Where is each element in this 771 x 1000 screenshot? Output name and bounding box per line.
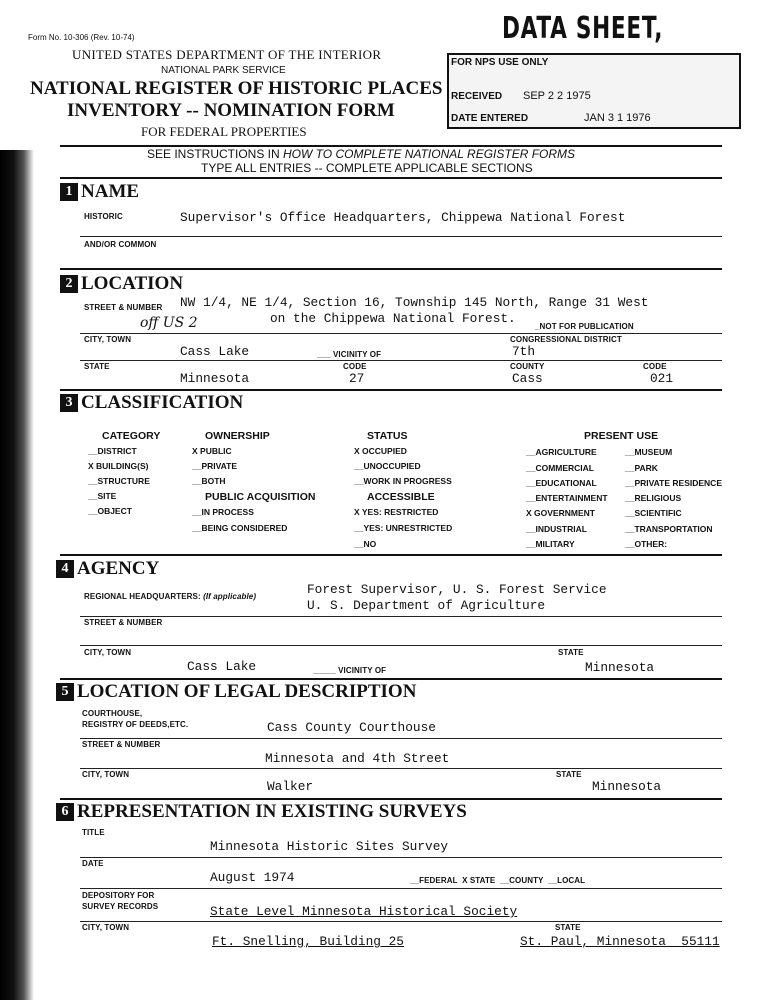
present-use-option[interactable]: __RELIGIOUS bbox=[625, 493, 682, 503]
field-line bbox=[80, 921, 722, 922]
form-title-2: INVENTORY -- NOMINATION FORM bbox=[67, 100, 395, 121]
field-line bbox=[80, 360, 722, 361]
survey-title-field[interactable]: Minnesota Historic Sites Survey bbox=[210, 839, 449, 854]
street-line1[interactable]: NW 1/4, NE 1/4, Section 16, Township 145 North, Range 31 West bbox=[180, 295, 649, 310]
city-field[interactable]: Cass Lake bbox=[187, 659, 257, 674]
county-label: COUNTY bbox=[510, 362, 545, 371]
ownership-option[interactable]: __PRIVATE bbox=[192, 461, 238, 471]
field-line bbox=[80, 645, 722, 646]
historic-label: HISTORIC bbox=[84, 212, 123, 221]
present-use-option[interactable]: __COMMERCIAL bbox=[526, 463, 595, 473]
present-use-option[interactable]: __INDUSTRIAL bbox=[526, 524, 587, 534]
accessible-heading: ACCESSIBLE bbox=[367, 491, 435, 503]
section-classification-heading bbox=[60, 392, 243, 414]
ownership-option[interactable]: __BOTH bbox=[192, 476, 226, 486]
data-sheet-stamp: DATA SHEET, bbox=[502, 11, 664, 46]
section-surveys-heading bbox=[56, 801, 467, 823]
depository-field[interactable]: State Level Minnesota Historical Society bbox=[210, 904, 518, 919]
section-title: CLASSIFICATION bbox=[81, 392, 244, 413]
department: UNITED STATES DEPARTMENT OF THE INTERIOR bbox=[72, 47, 382, 62]
divider bbox=[60, 389, 722, 391]
depository-label: DEPOSITORY FOR bbox=[82, 891, 155, 900]
instructions-line1 bbox=[147, 148, 575, 161]
instructions-line2: TYPE ALL ENTRIES -- COMPLETE APPLICABLE SECTIONS bbox=[201, 161, 533, 175]
accessible-option[interactable]: __YES: UNRESTRICTED bbox=[354, 523, 453, 533]
vicinity-label: VICINITY OF bbox=[332, 350, 382, 359]
divider bbox=[60, 678, 722, 680]
section-number: 4 bbox=[56, 560, 74, 578]
entered-date: JAN 3 1 1976 bbox=[584, 112, 651, 124]
hq-line2[interactable]: U. S. Department of Agriculture bbox=[307, 598, 546, 613]
status-option[interactable]: X OCCUPIED bbox=[354, 446, 407, 456]
section-number: 2 bbox=[60, 275, 78, 293]
street-label: STREET & NUMBER bbox=[84, 618, 163, 627]
nps-use-box bbox=[447, 53, 741, 129]
section-legal-heading bbox=[56, 681, 416, 703]
survey-records-label: SURVEY RECORDS bbox=[82, 902, 159, 911]
present-use-option[interactable]: __PRIVATE RESIDENCE bbox=[625, 478, 722, 488]
present-use-option[interactable]: __AGRICULTURE bbox=[526, 447, 597, 457]
section-agency-heading bbox=[56, 558, 159, 580]
received-date: SEP 2 2 1975 bbox=[523, 90, 591, 102]
state-field[interactable]: Minnesota bbox=[585, 660, 655, 675]
nps-box-heading: FOR NPS USE ONLY bbox=[451, 57, 549, 68]
survey-title-label: TITLE bbox=[82, 828, 105, 837]
congressional-field[interactable]: 7th bbox=[512, 344, 536, 359]
street-label: STREET & NUMBER bbox=[82, 740, 161, 749]
street-field[interactable]: Minnesota and 4th Street bbox=[265, 751, 450, 766]
present-use-option[interactable]: __ENTERTAINMENT bbox=[526, 493, 608, 503]
ownership-option[interactable]: X PUBLIC bbox=[192, 446, 232, 456]
section-number: 3 bbox=[60, 394, 78, 412]
divider bbox=[60, 268, 722, 270]
city-label: CITY, TOWN bbox=[84, 648, 132, 657]
section-location-heading bbox=[60, 273, 183, 295]
present-use-option[interactable]: __TRANSPORTATION bbox=[625, 524, 713, 534]
field-line bbox=[80, 738, 722, 739]
entered-label: DATE ENTERED bbox=[451, 113, 529, 124]
street-label: STREET & NUMBER bbox=[84, 303, 163, 312]
courthouse-label: COURTHOUSE, bbox=[82, 709, 143, 718]
present-use-option[interactable]: __SCIENTIFIC bbox=[625, 508, 682, 518]
date-label: DATE bbox=[82, 859, 104, 868]
form-subtitle: FOR FEDERAL PROPERTIES bbox=[141, 124, 307, 139]
county-field[interactable]: Cass bbox=[512, 371, 543, 386]
accessible-option[interactable]: __NO bbox=[354, 539, 377, 549]
county-code-field[interactable]: 021 bbox=[650, 371, 674, 386]
status-option[interactable]: __WORK IN PROGRESS bbox=[354, 476, 452, 486]
acquisition-option[interactable]: __BEING CONSIDERED bbox=[192, 523, 288, 533]
divider bbox=[60, 554, 722, 556]
state-label: STATE bbox=[558, 648, 584, 657]
state-field[interactable]: St. Paul, Minnesota 55111 bbox=[520, 934, 720, 949]
category-option[interactable]: __SITE bbox=[88, 491, 117, 501]
form-title-1: NATIONAL REGISTER OF HISTORIC PLACES bbox=[30, 78, 443, 99]
section-number: 6 bbox=[56, 803, 74, 821]
ownership-heading: OWNERSHIP bbox=[205, 430, 270, 442]
section-number: 5 bbox=[56, 683, 74, 701]
vicinity: _____ VICINITY OF bbox=[313, 666, 387, 675]
present-use-option[interactable]: __EDUCATIONAL bbox=[526, 478, 597, 488]
state-field[interactable]: Minnesota bbox=[592, 779, 662, 794]
city-label: CITY, TOWN bbox=[82, 770, 130, 779]
present-use-option[interactable]: __PARK bbox=[625, 463, 658, 473]
acquisition-heading: PUBLIC ACQUISITION bbox=[205, 491, 316, 503]
field-line bbox=[80, 616, 722, 617]
city-field[interactable]: Walker bbox=[267, 779, 314, 794]
status-heading: STATUS bbox=[367, 430, 408, 442]
category-option[interactable]: __STRUCTURE bbox=[88, 476, 150, 486]
state-label: STATE bbox=[556, 770, 582, 779]
hq-line1[interactable]: Forest Supervisor, U. S. Forest Service bbox=[307, 582, 607, 597]
courthouse-field[interactable]: Cass County Courthouse bbox=[267, 720, 436, 735]
state-field[interactable]: Minnesota bbox=[180, 371, 250, 386]
binding-edge bbox=[0, 150, 34, 1000]
divider bbox=[60, 177, 722, 179]
city-field[interactable]: Cass Lake bbox=[180, 344, 250, 359]
category-option[interactable]: __DISTRICT bbox=[88, 446, 137, 456]
section-title: REPRESENTATION IN EXISTING SURVEYS bbox=[77, 801, 467, 822]
present-use-heading: PRESENT USE bbox=[584, 430, 659, 442]
registry-label: REGISTRY OF DEEDS,ETC. bbox=[82, 720, 189, 729]
section-title: AGENCY bbox=[77, 558, 160, 579]
common-name-label: AND/OR COMMON bbox=[84, 240, 157, 249]
field-line bbox=[80, 768, 722, 769]
vicinity: ___ VICINITY OF bbox=[317, 350, 382, 359]
field-line bbox=[80, 857, 722, 858]
code-label: CODE bbox=[343, 362, 367, 371]
instructions-italic: HOW TO COMPLETE NATIONAL REGISTER FORMS bbox=[283, 147, 576, 161]
category-option[interactable]: X BUILDING(S) bbox=[88, 461, 149, 471]
category-option[interactable]: __OBJECT bbox=[88, 506, 132, 516]
street-line2[interactable]: on the Chippewa National Forest. bbox=[270, 311, 516, 326]
instructions-prefix: SEE INSTRUCTIONS IN bbox=[147, 147, 284, 161]
survey-level-options[interactable]: __FEDERAL X STATE __COUNTY __LOCAL bbox=[410, 876, 586, 885]
hq-label-text: REGIONAL HEADQUARTERS: bbox=[84, 592, 201, 601]
accessible-option[interactable]: X YES: RESTRICTED bbox=[354, 507, 439, 517]
category-heading: CATEGORY bbox=[102, 430, 161, 442]
received-label: RECEIVED bbox=[451, 91, 503, 102]
field-line bbox=[80, 236, 722, 237]
congressional-label: CONGRESSIONAL DISTRICT bbox=[510, 335, 622, 344]
hq-label bbox=[84, 592, 256, 601]
status-option[interactable]: __UNOCCUPIED bbox=[354, 461, 421, 471]
section-title: NAME bbox=[81, 181, 140, 202]
section-number: 1 bbox=[60, 183, 78, 201]
present-use-option[interactable]: __MUSEUM bbox=[625, 447, 673, 457]
date-field[interactable]: August 1974 bbox=[210, 870, 295, 885]
divider bbox=[60, 798, 722, 800]
state-label: STATE bbox=[84, 362, 110, 371]
service: NATIONAL PARK SERVICE bbox=[161, 65, 286, 76]
state-code-field[interactable]: 27 bbox=[349, 371, 365, 386]
form-number: Form No. 10-306 (Rev. 10-74) bbox=[28, 33, 135, 42]
field-line bbox=[80, 333, 722, 334]
city-field[interactable]: Ft. Snelling, Building 25 bbox=[212, 934, 404, 949]
present-use-option[interactable]: X GOVERNMENT bbox=[526, 508, 595, 518]
historic-name-field[interactable]: Supervisor's Office Headquarters, Chippewa National Forest bbox=[180, 210, 626, 225]
state-label: STATE bbox=[555, 923, 581, 932]
hq-note: (If applicable) bbox=[203, 592, 257, 601]
acquisition-option[interactable]: __IN PROCESS bbox=[192, 507, 254, 517]
vicinity-label: VICINITY OF bbox=[338, 666, 387, 675]
section-title: LOCATION bbox=[81, 273, 184, 294]
city-label: CITY, TOWN bbox=[82, 923, 130, 932]
section-name-heading bbox=[60, 181, 139, 203]
field-line bbox=[80, 888, 722, 889]
present-use-option[interactable]: __MILITARY bbox=[526, 539, 575, 549]
section-title: LOCATION OF LEGAL DESCRIPTION bbox=[77, 681, 417, 702]
present-use-option[interactable]: __OTHER: bbox=[625, 539, 668, 549]
not-for-publication[interactable]: _NOT FOR PUBLICATION bbox=[535, 322, 634, 331]
city-label: CITY, TOWN bbox=[84, 335, 132, 344]
handwritten-note: off US 2 bbox=[140, 315, 198, 331]
county-code-label: CODE bbox=[643, 362, 667, 371]
